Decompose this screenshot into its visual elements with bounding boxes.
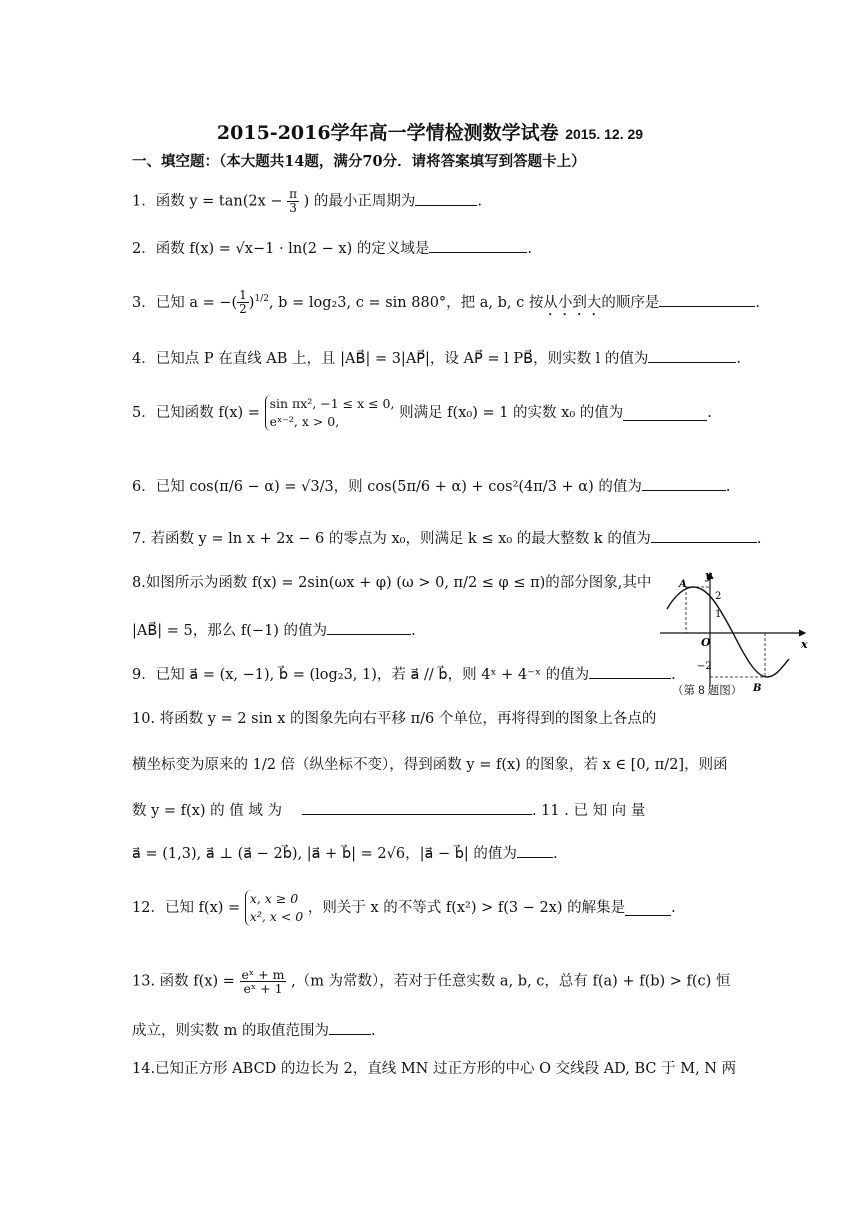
exam-title (0, 118, 860, 145)
answer-blank[interactable] (623, 406, 707, 421)
question-13-line-2: 成立，则实数 m 的取值范围为 . (132, 1020, 376, 1042)
question-10-line-1: 10. 将函数 y = 2 sin x 的图象先向右平移 π/6 个单位，再将得到的图象上各点的 (132, 711, 657, 727)
title-date: 2015. 12. 29 (565, 126, 644, 142)
question-2: 2．函数 f(x) = √x−1 · ln(2 − x) 的定义域是 . (132, 238, 532, 260)
sine-graph-figure (655, 565, 815, 700)
answer-blank[interactable] (415, 191, 477, 206)
answer-blank[interactable] (327, 620, 411, 635)
answer-blank[interactable] (642, 476, 726, 491)
sine-curve (667, 587, 789, 677)
figure-caption: （第 8 题图） (672, 685, 743, 697)
question-4: 4．已知点 P 在直线 AB 上，且 |AB⃗| = 3|AP⃗|，设 AP⃗ = l PB⃗，则实数 l 的值为 . (132, 348, 741, 370)
question-1: 1．函数 y = tan(2x − $\frac{\pi}{3}$ ) 的最小正周期为 . (132, 187, 483, 215)
emphasized-text: 从小到大 (543, 294, 602, 311)
question-9: 9．已知 a⃗ = (x, −1), b⃗ = (log₂3, 1)，若 a⃗ // b⃗，则 4ˣ + 4⁻ˣ 的值为 . (132, 664, 676, 686)
answer-blank[interactable] (625, 901, 671, 916)
question-7: 7. 若函数 y = ln x + 2x − 6 的零点为 x₀，则满足 k ≤ x₀ 的最大整数 k 的值为 . (132, 528, 761, 550)
tick-2: 2 (715, 591, 722, 602)
question-3: 3．已知 a = −( $\frac{1}{2}$ )$^{1/2}$, b = log₂3, c = sin 880°，把 a, b, c 按从小到大的顺序是 . (132, 288, 760, 317)
question-10-line-3: 数 y = f(x) 的 值 域 为 . 11 . 已 知 向 量 (132, 800, 645, 822)
piecewise-cases: sin πx², −1 ≤ x ≤ 0, eˣ⁻², x > 0, (265, 395, 395, 431)
question-13-line-1: 13. 函数 f(x) = $\frac{\text{eˣ + m}}{\text{eˣ + 1}}$ ,（m 为常数），若对于任意实数 a, b, c，总有 f(a) + f(b) > f(c) 恒 (132, 967, 731, 996)
y-axis-label: y (705, 569, 712, 582)
answer-blank[interactable] (651, 528, 757, 543)
answer-blank[interactable] (329, 1020, 371, 1035)
question-11: a⃗ = (1,3), a⃗ ⊥ (a⃗ − 2b⃗), |a⃗ + b⃗| = 2√6，|a⃗ − b⃗| 的值为 . (132, 843, 558, 865)
answer-blank[interactable] (429, 238, 527, 253)
point-b-label: B (753, 683, 762, 694)
question-10-line-2: 横坐标变为原来的 1/2 倍（纵坐标不变），得到函数 y = f(x) 的图象，若 x ∈ [0, π/2]，则函 (132, 757, 728, 773)
question-8-line-2: |AB⃗| = 5，那么 f(−1) 的值为 . (132, 620, 416, 642)
title-main: 2015-2016学年高一学情检测数学试卷 (216, 122, 559, 144)
question-12: 12．已知 f(x) = x, x ≥ 0 x², x < 0 ，则关于 x 的不等式 f(x²) > f(3 − 2x) 的解集是 . (132, 891, 676, 924)
answer-blank[interactable] (302, 800, 532, 815)
piecewise-cases: x, x ≥ 0 x², x < 0 (245, 890, 303, 926)
question-14: 14.已知正方形 ABCD 的边长为 2，直线 MN 过正方形的中心 O 交线段 AD, BC 于 M, N 两 (132, 1061, 737, 1077)
section-heading: 一、填空题：（本大题共14题，满分70分．请将答案填写到答题卡上） (132, 153, 586, 170)
x-axis-label: x (801, 638, 808, 651)
answer-blank[interactable] (517, 843, 553, 858)
answer-blank[interactable] (659, 292, 755, 307)
point-a-label: A (679, 579, 687, 590)
origin-label: O (701, 636, 711, 649)
tick-neg2: −2 (697, 661, 712, 672)
answer-blank[interactable] (648, 348, 736, 363)
question-8-line-1: 8.如图所示为函数 f(x) = 2sin(ωx + φ) (ω > 0, π/2 ≤ φ ≤ π)的部分图象,其中 (132, 575, 652, 591)
question-6: 6．已知 cos(π/6 − α) = √3/3，则 cos(5π/6 + α) + cos²(4π/3 + α) 的值为 . (132, 476, 730, 498)
question-5: 5．已知函数 f(x) = sin πx², −1 ≤ x ≤ 0, eˣ⁻², x > 0, 则满足 f(x₀) = 1 的实数 x₀ 的值为 . (132, 396, 712, 429)
tick-1: 1 (715, 609, 722, 620)
